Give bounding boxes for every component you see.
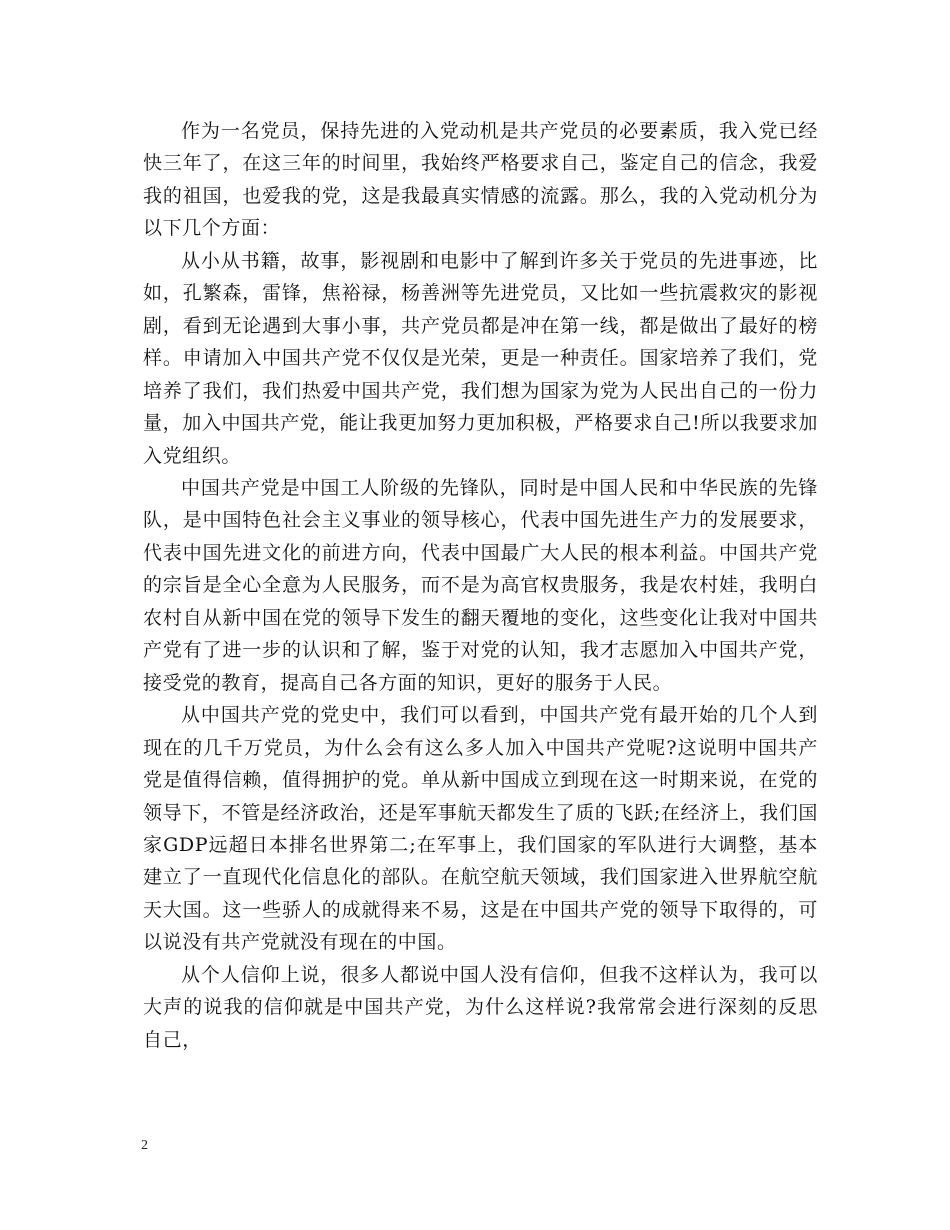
- page-number: 2: [141, 1138, 148, 1153]
- paragraph-1: 作为一名党员，保持先进的入党动机是共产党员的必要素质，我入党已经快三年了，在这三年的时间里，我始终严格要求自己，鉴定自己的信念，我爱我的祖国，也爱我的党，这是我最真实情感的流露。那么，我的入党动机分为以下几个方面：: [143, 120, 818, 240]
- paragraph-3: 中国共产党是中国工人阶级的先锋队，同时是中国人民和中华民族的先锋队，是中国特色社会主义事业的领导核心，代表中国先进生产力的发展要求，代表中国先进文化的前进方向，代表中国最广大人民的根本利益。中国共产党的宗旨是全心全意为人民服务，而不是为高官权贵服务，我是农村娃，我明白农村自从新中国在党的领导下发生的翻天覆地的变化，这些变化让我对中国共产党有了进一步的认识和了解，鉴于对党的认知，我才志愿加入中国共产党，接受党的教育，提高自己各方面的知识，更好的服务于人民。: [143, 476, 818, 694]
- paragraph-2: 从小从书籍，故事，影视剧和电影中了解到许多关于党员的先进事迹，比如，孔繁森，雷锋，焦裕禄，杨善洲等先进党员，又比如一些抗震救灾的影视剧，看到无论遇到大事小事，共产党员都是冲在第一线，都是做出了最好的榜样。申请加入中国共产党不仅仅是光荣，更是一种责任。国家培养了我们，党培养了我们，我们热爱中国共产党，我们想为国家为党为人民出自己的一份力量，加入中国共产党，能让我更加努力更加积极，严格要求自己!所以我要求加入党组织。: [143, 249, 818, 467]
- document-body: [143, 115, 818, 1056]
- paragraph-5: 从个人信仰上说，很多人都说中国人没有信仰，但我不这样认为，我可以大声的说我的信仰就是中国共产党，为什么这样说?我常常会进行深刻的反思自己，: [143, 963, 818, 1051]
- paragraph-4: 从中国共产党的党史中，我们可以看到，中国共产党有最开始的几个人到现在的几千万党员，为什么会有这么多人加入中国共产党呢?这说明中国共产党是值得信赖，值得拥护的党。单从新中国成立到现在这一时期来说，在党的领导下，不管是经济政治，还是军事航天都发生了质的飞跃;在经济上，我们国家GDP远超日本排名世界第二;在军事上，我们国家的军队进行大调整，基本建立了一直现代化信息化的部队。在航空航天领域，我们国家进入世界航空航天大国。这一些骄人的成就得来不易，这是在中国共产党的领导下取得的，可以说没有共产党就没有现在的中国。: [143, 704, 818, 954]
